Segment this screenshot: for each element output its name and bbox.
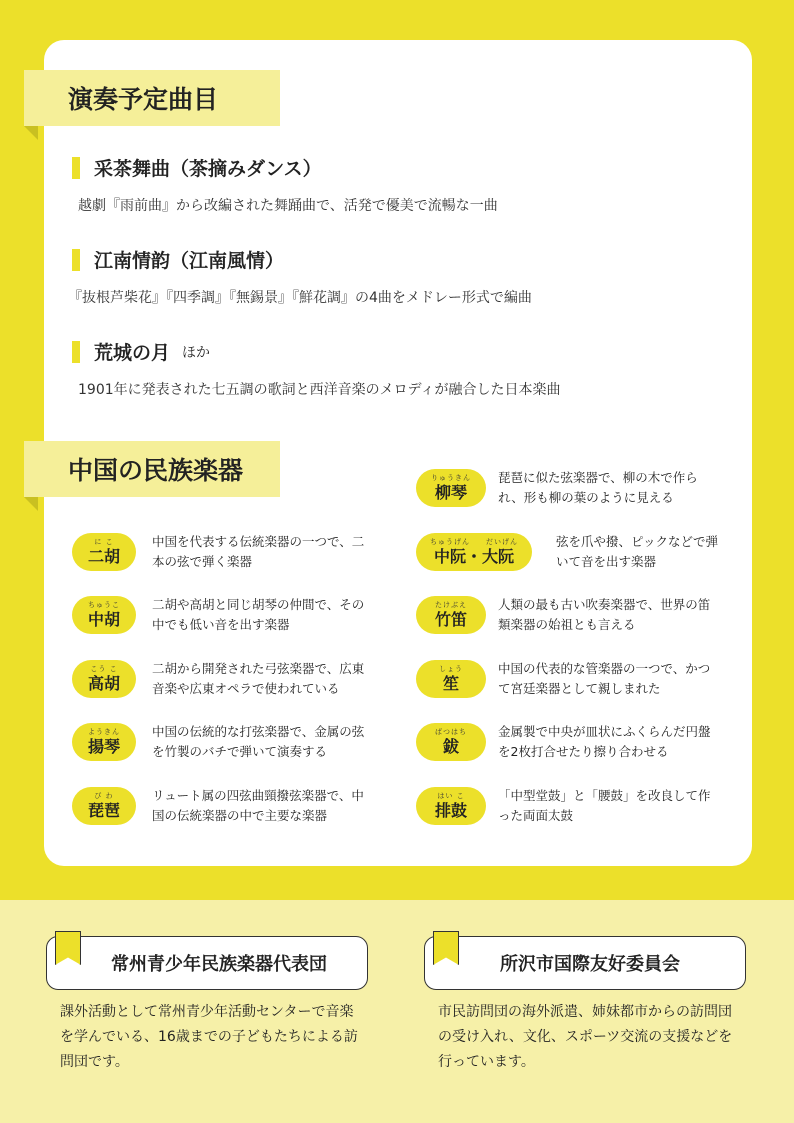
instrument-item [416, 722, 713, 762]
instrument-description: 金属製で中央が皿状にふくらんだ円盤を2枚打合せたり擦り合わせる [498, 724, 711, 759]
instrument-item [72, 722, 367, 762]
song-title: 采茶舞曲（茶摘みダンス） [94, 158, 322, 180]
instrument-description: リュート属の四弦曲頸撥弦楽器で、中国の伝統楽器の中で主要な楽器 [152, 788, 364, 823]
instrument-description: 二胡や高胡と同じ胡琴の仲間で、その中でも低い音を出す楽器 [152, 597, 365, 632]
org-heading: 所沢市国際友好委員会 [424, 936, 746, 990]
instrument-item [72, 786, 367, 826]
instrument-description: 中国の伝統的な打弦楽器で、金属の弦を竹製のバチで弾いて演奏する [152, 724, 365, 759]
instrument-pill: しょう 笙 [416, 660, 486, 698]
bullet-bar [72, 249, 80, 271]
instrument-pill: び わ 琵琶 [72, 787, 136, 825]
instrument-description: 二胡から開発された弓弦楽器で、広東音楽や広東オペラで使われている [152, 661, 365, 696]
instrument-item [416, 659, 713, 699]
instrument-pill: ようきん 揚琴 [72, 723, 136, 761]
instrument-pill: たけぶえ 竹笛 [416, 596, 486, 634]
bullet-bar [72, 341, 80, 363]
song-item [72, 154, 712, 215]
instrument-description: 人類の最も古い吹奏楽器で、世界の笛類楽器の始祖とも言える [498, 597, 711, 632]
program-section-title: 演奏予定曲目 [24, 70, 280, 126]
instrument-description: 中国を代表する伝統楽器の一つで、二本の弦で弾く楽器 [152, 534, 365, 569]
bookmark-icon [55, 931, 81, 965]
bookmark-icon [433, 931, 459, 965]
instrument-description: 「中型堂鼓」と「腰鼓」を改良して作った両面太鼓 [498, 788, 711, 823]
instrument-pill: ちゅうげん だいげん 中阮・大阮 [416, 533, 532, 571]
instrument-description: 弦を爪や撥、ピックなどで弾いて音を出す楽器 [556, 534, 719, 569]
song-item [72, 338, 712, 399]
song-description: 越劇『雨前曲』から改編された舞踊曲で、活発で優美で流暢な一曲 [78, 198, 498, 214]
title-fold [24, 497, 38, 511]
org-heading: 常州青少年民族楽器代表団 [46, 936, 368, 990]
instrument-item [72, 659, 367, 699]
instrument-pill: に こ 二胡 [72, 533, 136, 571]
title-fold [24, 126, 38, 140]
instrument-pill: りゅうきん 柳琴 [416, 469, 486, 507]
instrument-item [416, 595, 713, 635]
instrument-description: 琵琶に似た弦楽器で、柳の木で作られ、形も柳の葉のように見える [498, 470, 698, 505]
instrument-item [416, 786, 713, 826]
org-description: 課外活動として常州青少年活動センターで音楽を学んでいる、16歳までの子どもたちによる訪問団です。 [60, 1004, 358, 1070]
org-description: 市民訪問団の海外派遣、姉妹都市からの訪問団の受け入れ、文化、スポーツ交流の支援などを行っています。 [438, 1004, 733, 1070]
song-item [68, 246, 712, 307]
instrument-item [72, 532, 367, 572]
bullet-bar [72, 157, 80, 179]
instrument-pill: ばつはち 鈸 [416, 723, 486, 761]
instrument-pill: ちゅうこ 中胡 [72, 596, 136, 634]
instrument-item [72, 595, 367, 635]
instrument-pill: はい こ 排鼓 [416, 787, 486, 825]
song-title: 荒城の月 [94, 342, 171, 364]
song-description: 『抜根芦柴花』『四季調』『無錫景』『鮮花調』の4曲をメドレー形式で編曲 [68, 290, 532, 306]
instrument-item [416, 468, 713, 508]
instruments-section-title: 中国の民族楽器 [24, 441, 280, 497]
song-description: 1901年に発表された七五調の歌詞と西洋音楽のメロディが融合した日本楽曲 [78, 382, 561, 398]
song-note: ほか [182, 344, 211, 361]
instrument-pill: こう こ 高胡 [72, 660, 136, 698]
song-title: 江南情韵（江南風情） [94, 250, 285, 272]
instrument-description: 中国の代表的な管楽器の一つで、かつて宮廷楽器として親しまれた [498, 661, 711, 696]
instrument-item [416, 532, 726, 572]
